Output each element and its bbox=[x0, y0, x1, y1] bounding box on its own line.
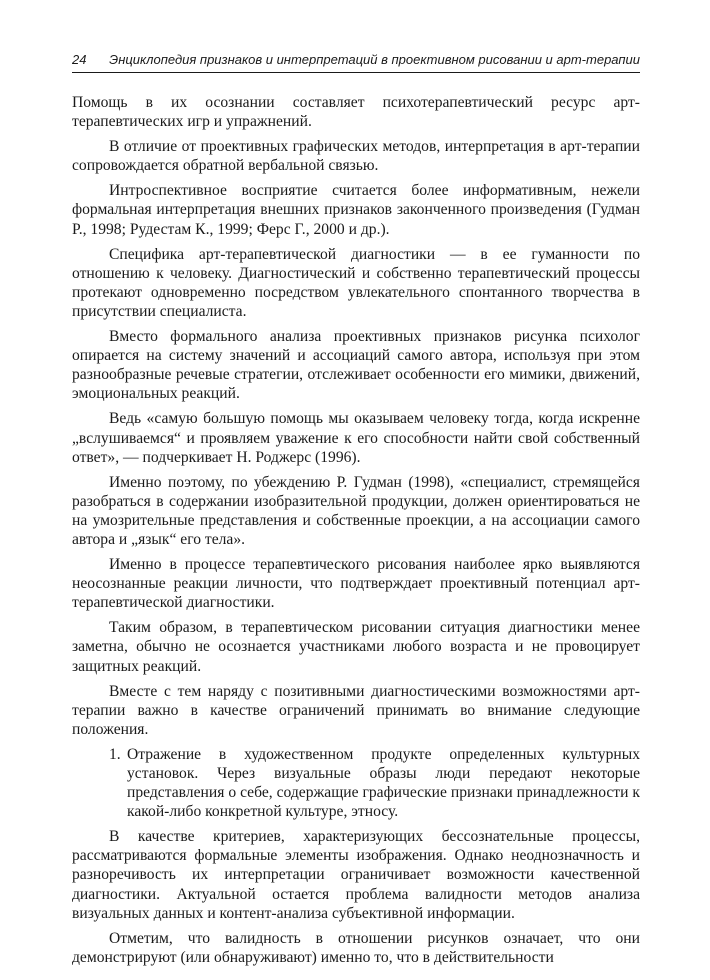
paragraph: Именно в процессе терапевтического рисования наиболее ярко выявляются неосознанные реакции личности, что подтверждает проективный потенциал арт-терапевтической диагностики. bbox=[72, 556, 640, 612]
running-header bbox=[72, 52, 640, 73]
list-number: 1. bbox=[109, 745, 121, 763]
list-item-text: Отражение в художественном продукте определенных культурных установок. Через визуальные образы люди передают некоторые представления о себе, содержащие графические признаки принадлежности к какой-либо конкретной культуре, этносу. bbox=[127, 745, 640, 821]
paragraph: В качестве критериев, характеризующих бессознательные процессы, рассматриваются формальные элементы изображения. Однако неоднозначность и разноречивость их интерпретации ограничивает возможности качественной диагностики. Актуальной остается проблема валидности методов анализа визуальных данных и контент-анализа субъективной информации. bbox=[72, 828, 640, 922]
paragraph: Отметим, что валидность в отношении рисунков означает, что они демонстрируют (или обнаруживают) именно то, что в действительности bbox=[72, 929, 640, 966]
running-header-title: Энциклопедия признаков и интерпретаций в проективном рисовании и арт-терапии bbox=[109, 52, 640, 67]
paragraph: В отличие от проективных графических методов, интерпретация в арт-терапии сопровождается обратной вербальной связью. bbox=[72, 138, 640, 175]
page-number: 24 bbox=[72, 52, 87, 67]
paragraph: Таким образом, в терапевтическом рисовании ситуация диагностики менее заметна, обычно не осознается участниками любого возраста и не провоцирует защитных реакций. bbox=[72, 619, 640, 675]
paragraph: Специфика арт-терапевтической диагностики — в ее гуманности по отношению к человеку. Диагностический и собственно терапевтический процессы протекают одновременно посредством увлекательного спонтанного творчества в присутствии специалиста. bbox=[72, 245, 640, 320]
paragraph: Ведь «самую большую помощь мы оказываем человеку тогда, когда искренне „вслушиваемся“ и проявляем уважение к его способности найти свой собственный ответ», — подчеркивает Н. Роджерс (1996). bbox=[72, 410, 640, 466]
paragraph: Вместе с тем наряду с позитивными диагностическими возможностями арт-терапии важно в качестве ограничений принимать во внимание следующие положения. bbox=[72, 682, 640, 738]
paragraph: Интроспективное восприятие считается более информативным, нежели формальная интерпретация внешних признаков законченного произведения (Гудман Р., 1998; Рудестам К., 1999; Ферс Г., 2000 и др.). bbox=[72, 182, 640, 238]
paragraph: Именно поэтому, по убеждению Р. Гудман (1998), «специалист, стремящейся разобраться в содержании изобразительной продукции, должен ориентироваться не на умозрительные представления и собственные проекции, а на ассоциации самого автора и „язык“ его тела». bbox=[72, 473, 640, 548]
paragraph: Помощь в их осознании составляет психотерапевтический ресурс арт-терапевтических игр и упражнений. bbox=[72, 94, 640, 131]
numbered-list-item bbox=[72, 745, 640, 821]
body-text bbox=[72, 93, 640, 973]
paragraph: Вместо формального анализа проективных признаков рисунка психолог опирается на систему значений и ассоциаций самого автора, используя при этом разнообразные речевые стратегии, отслеживает особенности его мимики, движений, эмоциональных реакций. bbox=[72, 328, 640, 403]
